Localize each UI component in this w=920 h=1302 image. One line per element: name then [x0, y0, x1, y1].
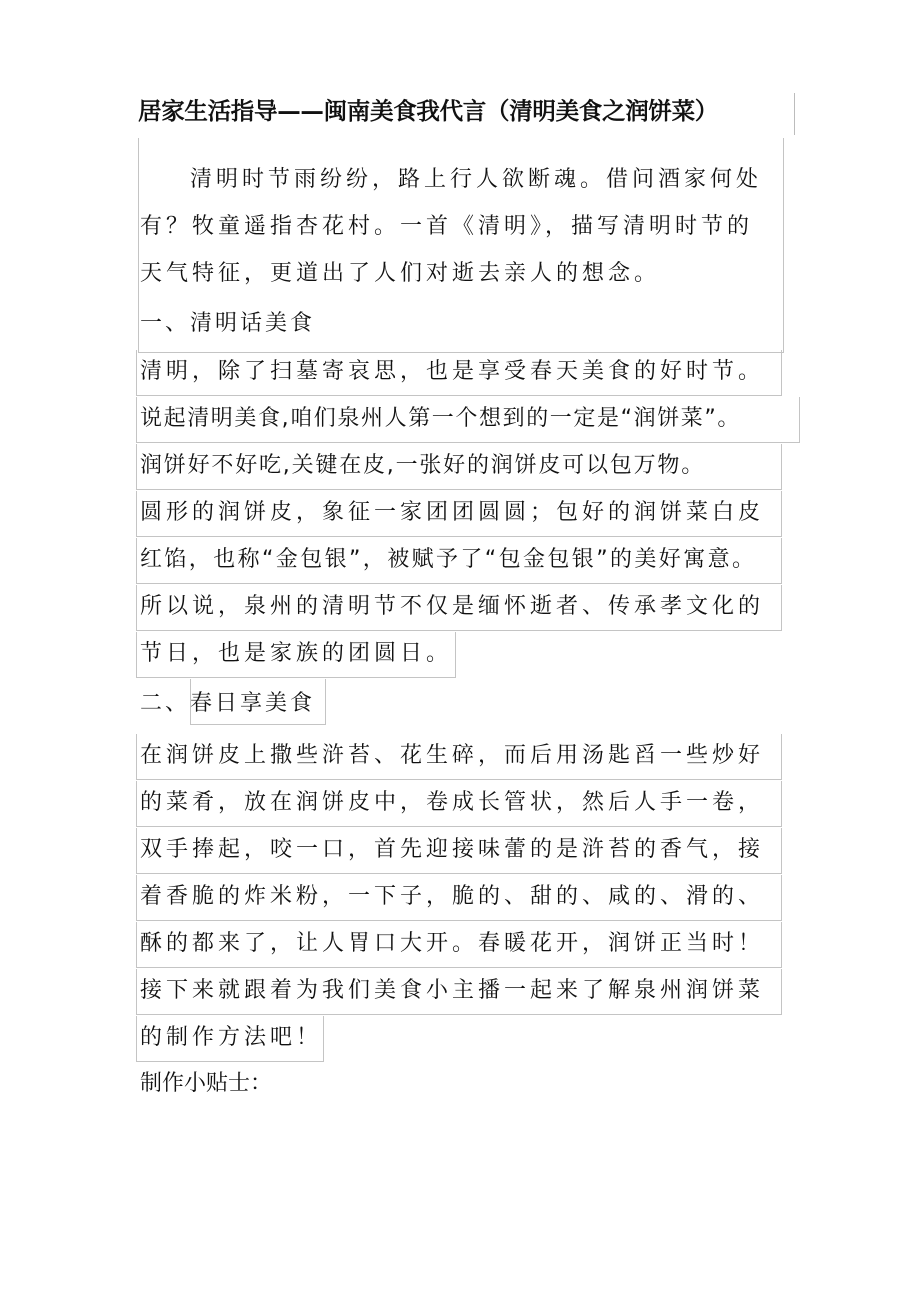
section1-heading: 一、清明话美食: [140, 311, 316, 336]
section2-heading: 二、春日享美食: [140, 691, 316, 716]
section2-line-5: 酥的都来了，让人胃口大开。春暖花开，润饼正当时！: [140, 931, 765, 956]
section2-line-1: 在润饼皮上撒些浒苔、花生碎，而后用汤匙舀一些炒好: [140, 743, 765, 768]
section1-line-3: 润饼好不好吃,关键在皮,一张好的润饼皮可以包万物。: [140, 453, 705, 478]
document-title: 居家生活指导——闽南美食我代言（清明美食之润饼菜）: [138, 93, 795, 135]
section1-line-1: 清明，除了扫墓寄哀思，也是享受春天美食的好时节。: [140, 359, 765, 384]
section2-line-6: 接下来就跟着为我们美食小主播一起来了解泉州润饼菜: [140, 978, 765, 1003]
intro-line-1: 清明时节雨纷纷，路上行人欲断魂。借问酒家何处: [190, 167, 763, 192]
section2-line-4: 着香脆的炸米粉，一下子，脆的、甜的、咸的、滑的、: [140, 884, 765, 909]
section1-line-6: 所以说，泉州的清明节不仅是缅怀逝者、传承孝文化的: [140, 594, 765, 619]
tips-label: 制作小贴士：: [140, 1071, 273, 1096]
section1-line-4: 圆形的润饼皮，象征一家团团圆圆；包好的润饼菜白皮: [140, 500, 765, 525]
section1-line-5: 红馅，也称“金包银”，被赋予了“包金包银”的美好寓意。: [140, 547, 757, 572]
intro-line-2: 有？牧童遥指杏花村。一首《清明》，描写清明时节的: [140, 214, 754, 239]
section1-line-7: 节日，也是家族的团圆日。: [140, 641, 453, 666]
intro-line-3: 天气特征，更道出了人们对逝去亲人的想念。: [140, 261, 661, 286]
section2-line-3: 双手捧起，咬一口，首先迎接味蕾的是浒苔的香气，接: [140, 837, 765, 862]
section2-line-7: 的制作方法吧！: [140, 1025, 323, 1050]
section1-line-2: 说起清明美食,咱们泉州人第一个想到的一定是“润饼菜”。: [140, 406, 741, 431]
section2-line-2: 的菜肴，放在润饼皮中，卷成长管状，然后人手一卷，: [140, 790, 765, 815]
